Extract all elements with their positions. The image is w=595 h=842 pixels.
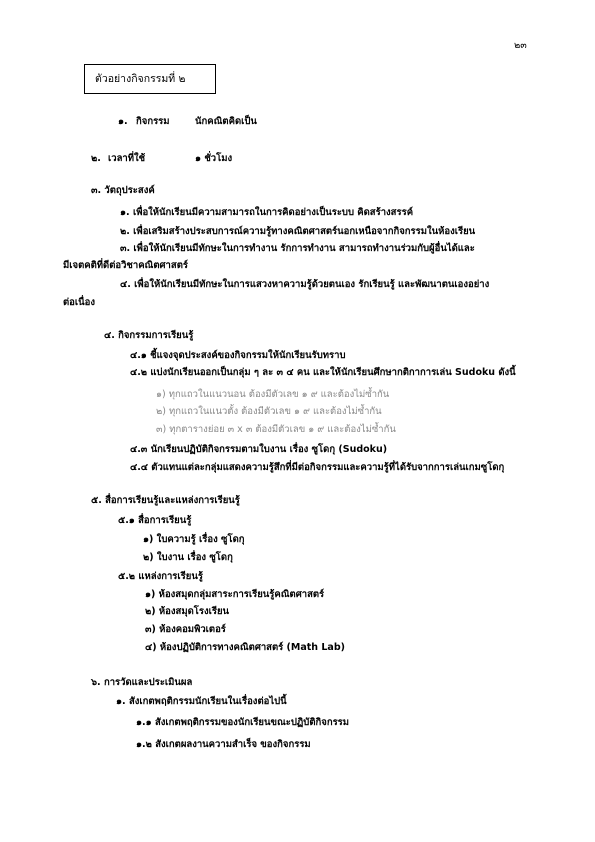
s5-sub-1: ๕.๑ สื่อการเรียนรู้ [118, 515, 192, 526]
page-number: ๒๓ [514, 40, 527, 51]
source-item-3: ๓) ห้องคอมพิวเตอร์ [145, 624, 226, 635]
s5-heading: ๕. สื่อการเรียนรู้และแหล่งการเรียนรู้ [91, 495, 240, 506]
s3-item-1: ๑. เพื่อให้นักเรียนมีความสามารถในการคิดอย่างเป็นระบบ คิดสร้างสรรค์ [120, 207, 414, 218]
sudoku-rule-3: ๓) ทุกตารางย่อย ๓ x ๓ ต้องมีตัวเลข ๑ ๙ และต้องไม่ซ้ำกัน [156, 424, 396, 435]
media-item-1: ๑) ใบความรู้ เรื่อง ซูโดกุ [143, 534, 245, 545]
sudoku-rule-1: ๑) ทุกแถวในแนวนอน ต้องมีตัวเลข ๑ ๙ และต้องไม่ซ้ำกัน [156, 389, 390, 400]
s5-sub-2: ๕.๒ แหล่งการเรียนรู้ [118, 571, 203, 582]
source-item-2: ๒) ห้องสมุดโรงเรียน [145, 606, 230, 617]
s6-item-1: ๑.๑ สังเกตพฤติกรรมของนักเรียนขณะปฏิบัติกิจกรรม [136, 717, 350, 728]
s6-item-2: ๑.๒ สังเกตผลงานความสำเร็จ ของกิจกรรม [136, 739, 311, 750]
media-item-2: ๒) ใบงาน เรื่อง ซูโดกุ [143, 552, 233, 563]
s3-item-3: ๓. เพื่อให้นักเรียนมีทักษะในการทำงาน รักการทำงาน สามารถทำงานร่วมกับผู้อื่นได้และ [120, 243, 475, 254]
s4-item-1: ๔.๑ ชี้แจงจุดประสงค์ของกิจกรรมให้นักเรียนรับทราบ [130, 350, 346, 361]
s2-label: เวลาที่ใช้ [108, 153, 146, 164]
s2-number: ๒. [91, 153, 101, 164]
source-item-1: ๑) ห้องสมุดกลุ่มสาระการเรียนรู้คณิตศาสตร์ [145, 589, 325, 600]
sudoku-rule-2: ๒) ทุกแถวในแนวตั้ง ต้องมีตัวเลข ๑ ๙ และต้องไม่ซ้ำกัน [156, 406, 382, 417]
source-item-4: ๔) ห้องปฏิบัติการทางคณิตศาสตร์ (Math Lab) [145, 642, 345, 653]
s4-item-2: ๔.๒ แบ่งนักเรียนออกเป็นกลุ่ม ๆ ละ ๓ ๔ คน และให้นักเรียนศึกษากติกาการเล่น Sudoku ดังนี้ [130, 367, 516, 378]
s4-heading: ๔. กิจกรรมการเรียนรู้ [104, 330, 194, 341]
s1-value: นักคณิตคิดเป็น [195, 116, 257, 127]
s6-heading: ๖. การวัดและประเมินผล [91, 677, 193, 688]
s4-item-3: ๔.๓ นักเรียนปฏิบัติกิจกรรมตามใบงาน เรื่อง ซูโดกุ (Sudoku) [130, 444, 388, 455]
s3-item-2: ๒. เพื่อเสริมสร้างประสบการณ์ความรู้ทางคณิตศาสตร์นอกเหนือจากกิจกรรมในห้องเรียน [120, 226, 476, 237]
activity-title-box [84, 64, 216, 94]
s2-value: ๑ ชั่วโมง [195, 153, 233, 164]
s1-number: ๑. [118, 116, 128, 127]
s3-item-4: ๔. เพื่อให้นักเรียนมีทักษะในการแสวงหาความรู้ด้วยตนเอง รักเรียนรู้ และพัฒนาตนเองอย่าง [120, 279, 490, 290]
s6-sub-1: ๑. สังเกตพฤติกรรมนักเรียนในเรื่องต่อไปนี้ [116, 696, 287, 707]
activity-title: ตัวอย่างกิจกรรมที่ ๒ [95, 73, 186, 85]
s3-heading: ๓. วัตถุประสงค์ [91, 185, 155, 196]
s1-label: กิจกรรม [136, 116, 170, 127]
s3-item-4-cont: ต่อเนื่อง [63, 297, 95, 308]
s4-item-4: ๔.๔ ตัวแทนแต่ละกลุ่มแสดงความรู้สึกที่มีต่อกิจกรรมและความรู้ที่ได้รับจากการเล่นเกมซูโดกุ [130, 462, 505, 473]
s3-item-3-cont: มีเจตคติที่ดีต่อวิชาคณิตศาสตร์ [63, 260, 188, 271]
